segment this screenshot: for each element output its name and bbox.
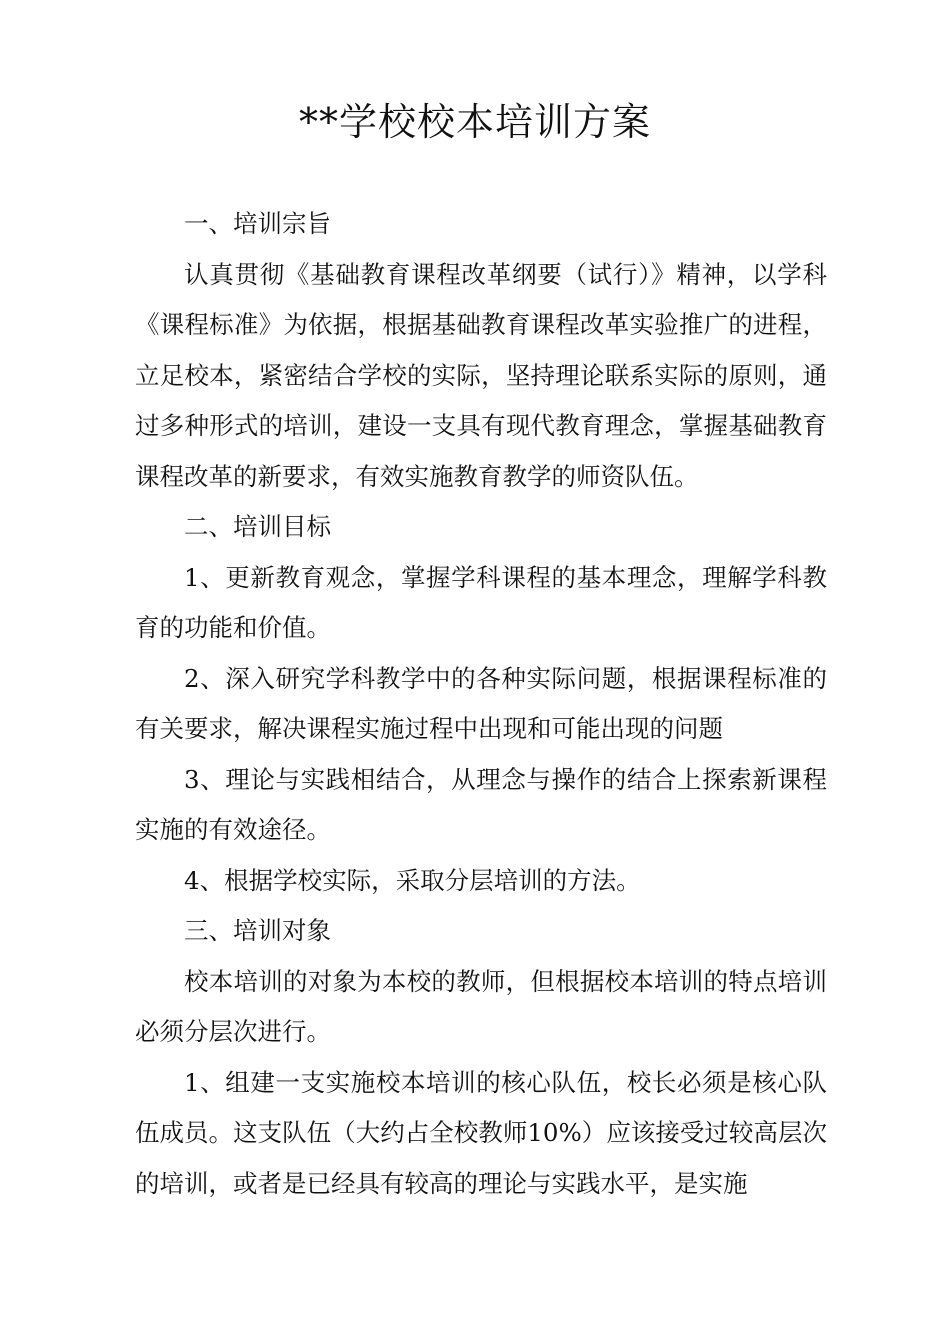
document-title: **学校校本培训方案 bbox=[298, 100, 651, 144]
document-body bbox=[135, 199, 827, 1209]
section-heading-purpose: 一、培训宗旨 bbox=[184, 209, 331, 238]
paragraph-purpose: 认真贯彻《基础教育课程改革纲要（试行）》精神，以学科《课程标准》为依据，根据基础教育课程改革实验推广的进程，立足校本，紧密结合学校的实际，坚持理论联系实际的原则，通过多种形式的培训，建设一支具有现代教育理念，掌握基础教育课程改革的新要求，有效实施教育教学的师资队伍。 bbox=[135, 259, 827, 491]
paragraph-audience: 校本培训的对象为本校的教师，但根据校本培训的特点培训必须分层次进行。 bbox=[135, 966, 827, 1046]
list-item-goal-3: 3、理论与实践相结合，从理念与操作的结合上探索新课程实施的有效途径。 bbox=[135, 764, 827, 844]
list-item-goal-2: 2、深入研究学科教学中的各种实际问题，根据课程标准的有关要求，解决课程实施过程中出现和可能出现的问题 bbox=[135, 663, 827, 743]
list-item-goal-4: 4、根据学校实际，采取分层培训的方法。 bbox=[184, 865, 641, 895]
section-heading-audience: 三、培训对象 bbox=[184, 916, 331, 945]
list-item-audience-1: 1、组建一支实施校本培训的核心队伍，校长必须是核心队伍成员。这支队伍（大约占全校教师10%）应该接受过较高层次的培训，或者是已经具有较高的理论与实践水平，是实施 bbox=[135, 1067, 827, 1198]
list-item-goal-1: 1、更新教育观念，掌握学科课程的基本理念，理解学科教育的功能和价值。 bbox=[135, 562, 827, 642]
section-heading-goals: 二、培训目标 bbox=[184, 512, 331, 541]
